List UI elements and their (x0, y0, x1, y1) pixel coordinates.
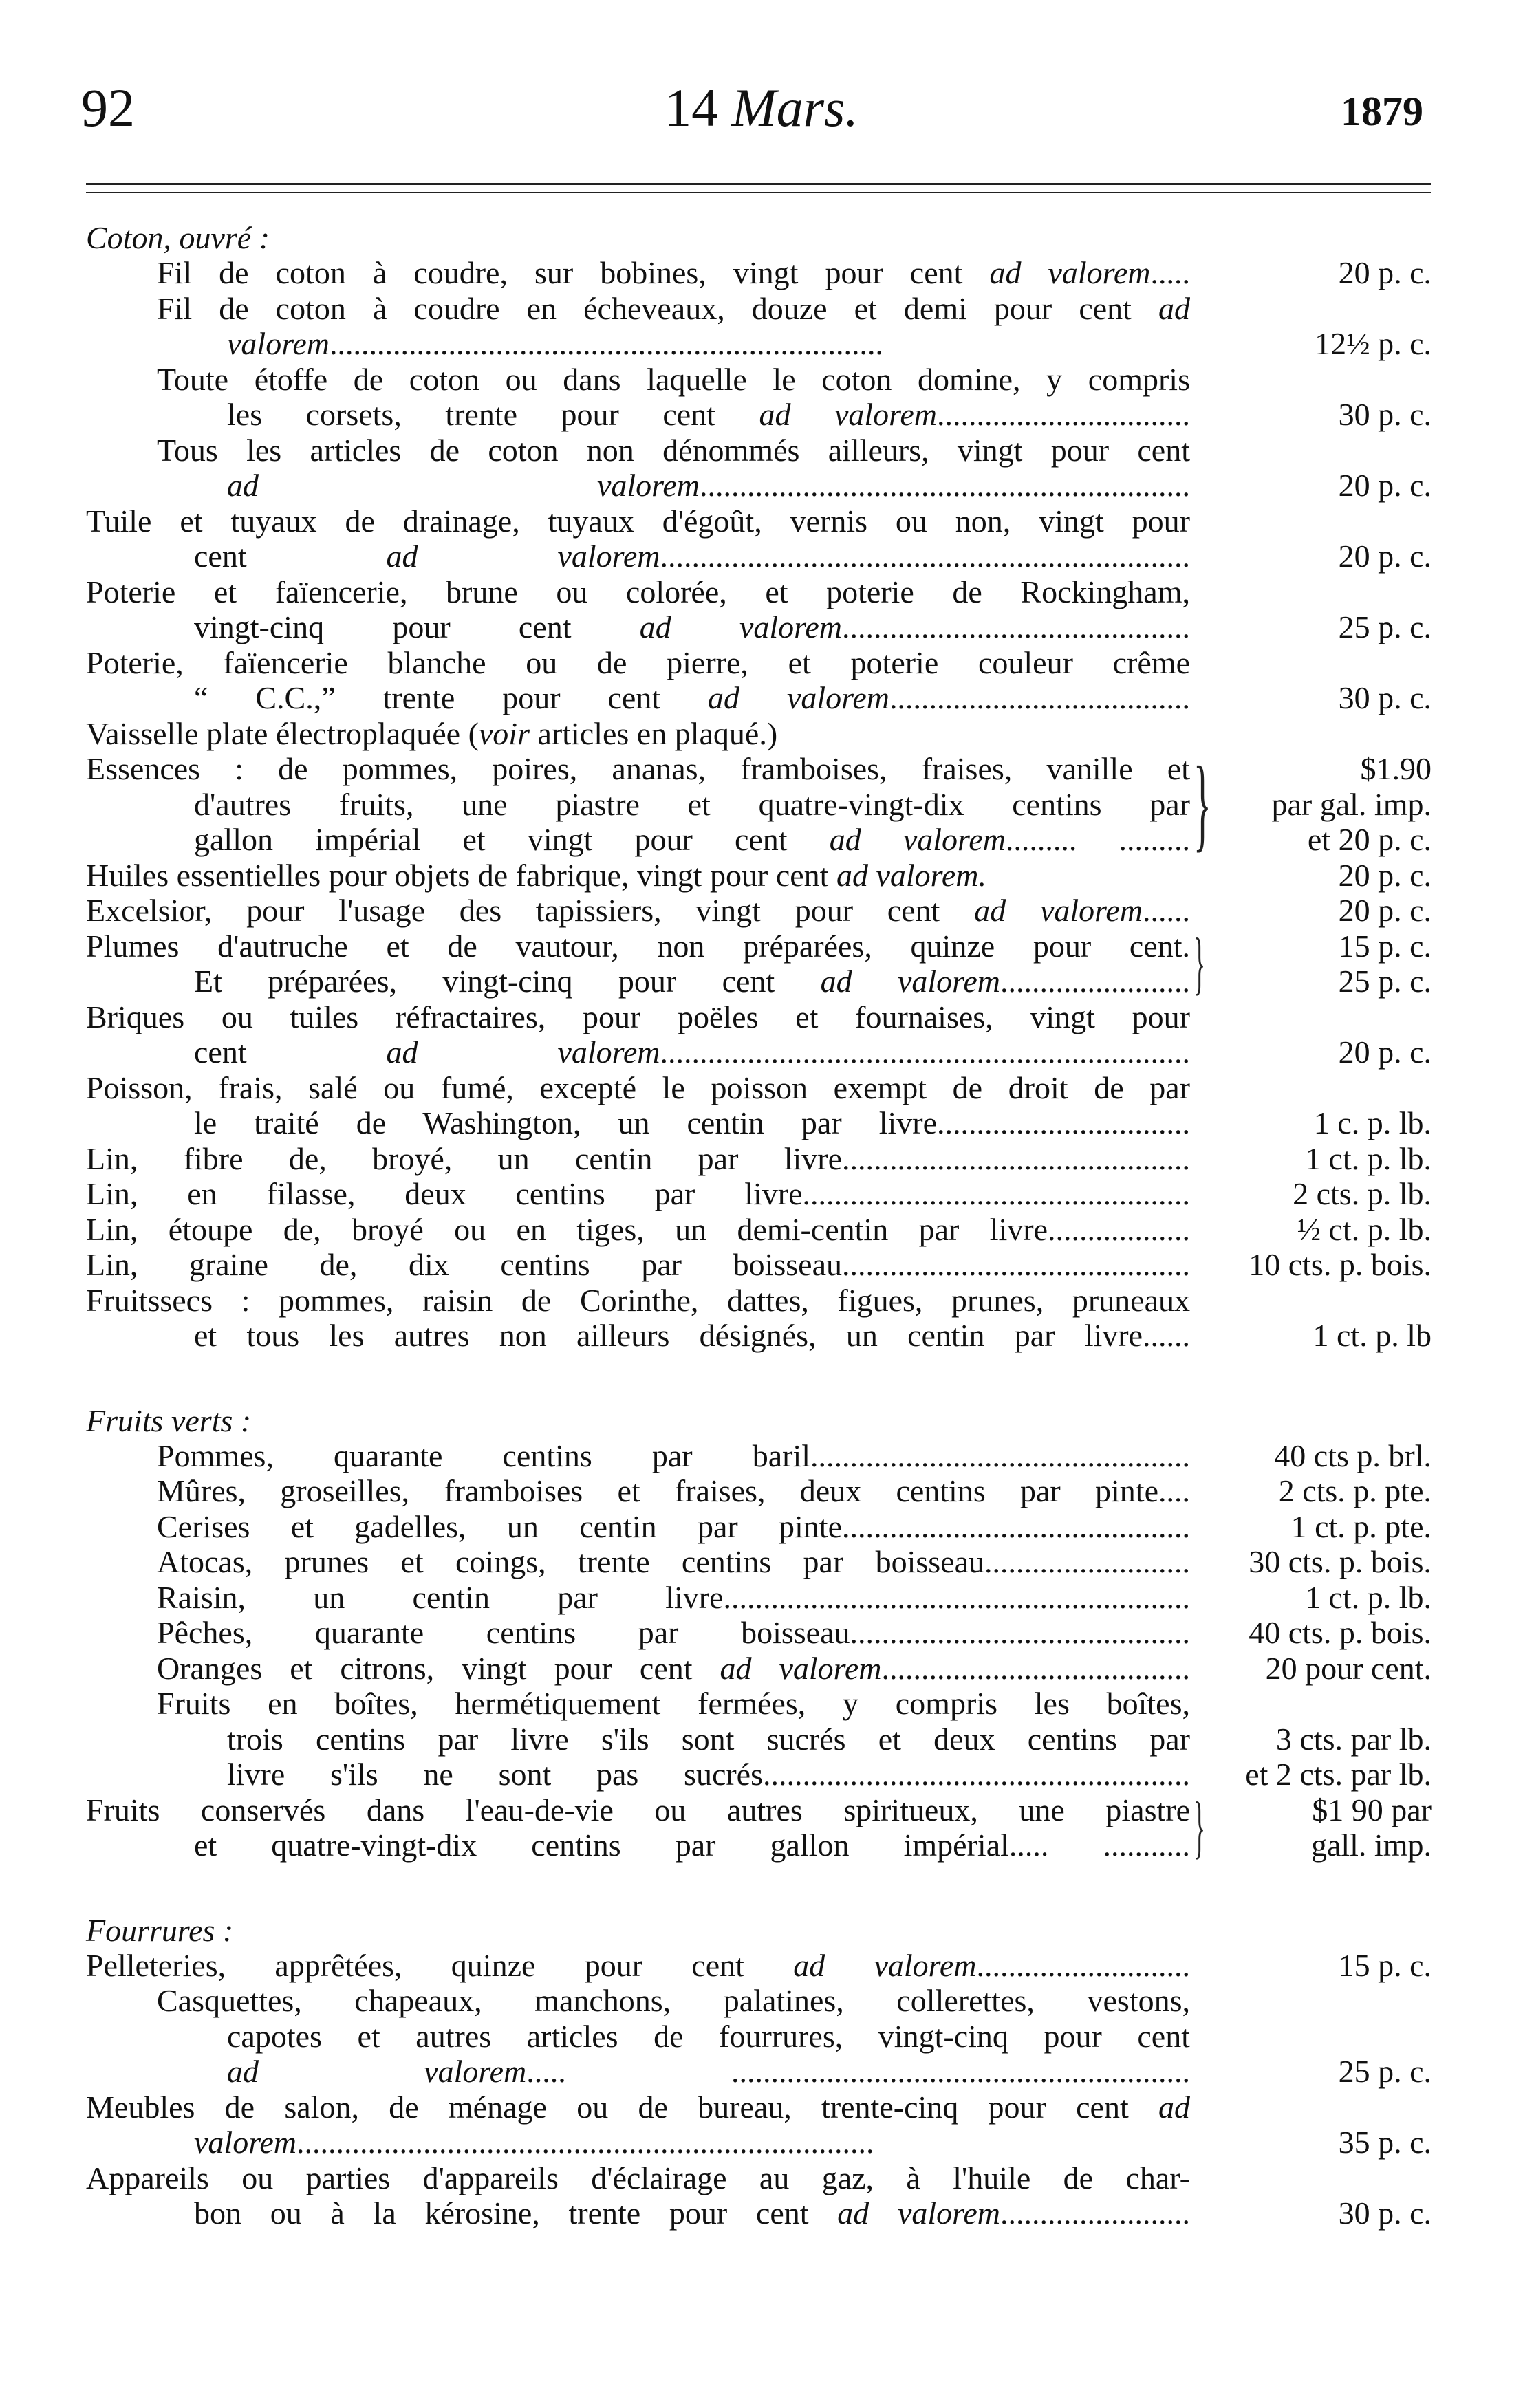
tariff-entry (0, 1070, 1523, 1141)
tariff-entry (0, 1509, 1523, 1545)
entry-text-plain: Pêches, quarante centins par boisseau (157, 1615, 850, 1650)
entry-amount: 2 cts. p. lb. (1293, 1176, 1432, 1211)
entry-line (0, 2125, 1523, 2160)
leader-dots: ........................................... (850, 1615, 1190, 1650)
entry-text (157, 1509, 1190, 1545)
entry-text (86, 1948, 1190, 1984)
entry-amount: 20 p. c. (1338, 857, 1432, 893)
leader-dots: ..... .......................................................... (526, 2054, 1190, 2089)
entry-text (194, 2125, 1190, 2160)
entry-text (157, 1473, 1190, 1509)
entry-text (194, 539, 1190, 574)
entry-amount: ½ ct. p. lb. (1297, 1211, 1432, 1247)
entry-text-plain: Tous les articles de coton non dénommés ailleurs, vingt pour cent (157, 432, 1190, 468)
entry-line (0, 255, 1523, 291)
entry-line (0, 1615, 1523, 1651)
tariff-entry (0, 1686, 1523, 1792)
leader-dots: ................................................ (810, 1438, 1190, 1473)
entry-line (0, 1176, 1523, 1212)
tariff-entry (0, 999, 1523, 1070)
leader-dots: ................................ (937, 1105, 1190, 1140)
entry-text (157, 255, 1190, 291)
section-gap (0, 1354, 1523, 1403)
entry-text-plain: gallon impérial et vingt pour cent (194, 822, 830, 857)
entry-line (0, 1651, 1523, 1686)
entry-amount: 40 cts. p. bois. (1249, 1615, 1432, 1650)
leader-dots: ................................................................... (660, 1034, 1190, 1070)
entry-text-plain: livre s'ils ne sont pas sucrés (227, 1757, 763, 1792)
entry-amount: et 2 cts. par lb. (1245, 1757, 1432, 1792)
leader-dots: ............................................ (842, 1508, 1190, 1544)
entry-text (86, 574, 1190, 610)
entry-text-plain: Fil de coton à coudre en écheveaux, douze et demi pour cent (157, 290, 1158, 326)
entry-amount: 1 ct. p. pte. (1290, 1508, 1432, 1544)
entry-line (0, 2019, 1523, 2054)
entry-text-plain: capotes et autres articles de fourrures, vingt-cinq pour cent (227, 2018, 1190, 2054)
entry-text (86, 2090, 1190, 2125)
entry-amount: $1 90 par (1312, 1792, 1432, 1827)
entry-line (0, 326, 1523, 362)
entry-text (86, 893, 1190, 929)
entry-text-plain: Excelsior, pour l'usage des tapissiers, vingt pour cent (86, 893, 975, 928)
entry-text-plain: articles en plaqué.) (530, 715, 778, 751)
leader-dots: ......... ......... (1005, 822, 1190, 857)
entry-line (0, 2090, 1523, 2125)
entry-text-plain: vingt-cinq pour cent (194, 609, 640, 644)
entry-text-plain: Plumes d'autruche et de vautour, non préparées, quinze pour cent. (86, 928, 1190, 964)
date-month: Mars. (731, 78, 858, 138)
leader-dots: ..... ........... (1008, 1827, 1190, 1863)
entry-line (0, 609, 1523, 645)
entry-line (0, 1792, 1523, 1828)
entry-text (157, 433, 1190, 468)
tariff-entry (0, 1544, 1523, 1580)
brace-mark: } (1193, 746, 1211, 862)
entry-text-italic: voir (478, 715, 530, 751)
entry-line (0, 787, 1523, 823)
entry-amount: 20 p. c. (1338, 255, 1432, 290)
tariff-entry (0, 1948, 1523, 1984)
entry-text-plain: Lin, étoupe de, broyé ou en tiges, un demi-centin par livre (86, 1211, 1048, 1247)
tariff-entry (0, 1473, 1523, 1509)
entry-text (86, 858, 1190, 893)
entry-amount: 1 ct. p. lb. (1305, 1579, 1432, 1615)
entry-text-plain: Fruitssecs : pommes, raisin de Corinthe, dattes, figues, prunes, pruneaux (86, 1282, 1190, 1318)
entry-line (0, 2195, 1523, 2231)
section-title: Fourrures : (86, 1912, 234, 1948)
leader-dots: ....................................... (881, 1650, 1190, 1686)
leader-dots: ...................................................... (763, 1757, 1190, 1792)
tariff-entry (0, 1438, 1523, 1474)
entry-text-plain: Toute étoffe de coton ou dans laquelle le coton domine, y compris (157, 361, 1190, 397)
entry-line (0, 858, 1523, 893)
entry-text (86, 1070, 1190, 1106)
entry-text (157, 1651, 1190, 1686)
entry-text-italic: ad valorem (708, 680, 889, 715)
entry-line (0, 893, 1523, 929)
tariff-entry (0, 645, 1523, 716)
leader-dots: ........................... (976, 1947, 1190, 1983)
entry-text-plain: bon ou à la kérosine, trente pour cent (194, 2195, 838, 2231)
entry-amount: 3 cts. par lb. (1275, 1721, 1432, 1757)
leader-dots: ..... (1150, 255, 1190, 290)
entry-amount: 30 p. c. (1338, 397, 1432, 432)
leader-dots: ...................................... (889, 680, 1190, 715)
entry-text (157, 291, 1190, 327)
leader-dots: ................................................................... (660, 539, 1190, 574)
entry-text (86, 1176, 1190, 1212)
tariff-entry (0, 924, 1523, 1002)
entry-line (0, 2054, 1523, 2090)
entry-line (0, 1034, 1523, 1070)
tariff-entry (0, 291, 1523, 362)
entry-text (157, 362, 1190, 398)
entry-line (0, 716, 1523, 752)
entry-amount: 25 p. c. (1338, 609, 1432, 644)
entry-text (194, 1105, 1190, 1141)
leader-dots: ...... (1143, 893, 1190, 928)
entry-line (0, 1438, 1523, 1474)
brace-mark: } (1193, 924, 1206, 1002)
entry-line (0, 999, 1523, 1035)
entry-text-italic: ad valorem (793, 1947, 977, 1983)
entry-text-plain: Lin, en filasse, deux centins par livre (86, 1176, 803, 1211)
tariff-entry (0, 574, 1523, 645)
entry-line (0, 1983, 1523, 2019)
tariff-entry (0, 893, 1523, 929)
leader-dots: .................. (1048, 1211, 1190, 1247)
entry-text (194, 822, 1190, 858)
entry-line (0, 1509, 1523, 1545)
entry-text (194, 2195, 1190, 2231)
leader-dots: ............................................ (842, 1140, 1190, 1176)
tariff-entry (0, 1983, 1523, 2090)
entry-text-plain: cent (194, 1034, 387, 1070)
entry-text (194, 1827, 1190, 1863)
entry-text-italic: ad valorem (639, 609, 843, 644)
section-title: Coton, ouvré : (86, 220, 270, 255)
entry-amount: 1 ct. p. lb. (1305, 1140, 1432, 1176)
entry-text (86, 716, 1190, 752)
leader-dots: ................................ (937, 397, 1190, 432)
entry-amount: par gal. imp. (1271, 786, 1432, 822)
leader-dots: .......................... (984, 1544, 1190, 1579)
page-number: 92 (81, 78, 135, 138)
entry-line (0, 1283, 1523, 1319)
page-date (0, 78, 1523, 138)
entry-text-plain: Poterie, faïencerie blanche ou de pierre, et poterie couleur crême (86, 644, 1190, 680)
entry-line (0, 1105, 1523, 1141)
date-day: 14 (665, 78, 719, 138)
brace-mark: } (1193, 1788, 1206, 1866)
entry-text (86, 751, 1190, 787)
entry-line (0, 539, 1523, 574)
entry-line (0, 362, 1523, 398)
entry-amount: 40 cts p. brl. (1274, 1438, 1432, 1473)
entry-text-italic: ad valorem (837, 2195, 1001, 2231)
entry-text-plain: “ C.C.,” trente pour cent (194, 680, 709, 715)
entry-text (157, 1615, 1190, 1651)
entry-text (157, 1686, 1190, 1722)
entry-text-italic: ad valorem (386, 539, 660, 574)
leader-dots: ............................................ (842, 1247, 1190, 1282)
entry-text-italic: ad valorem (829, 822, 1006, 857)
entry-amount: 20 p. c. (1338, 539, 1432, 574)
entry-text-plain: les corsets, trente pour cent (227, 397, 759, 432)
entry-line (0, 929, 1523, 964)
tariff-entry (0, 716, 1523, 752)
entry-line (0, 822, 1523, 858)
entry-amount: et 20 p. c. (1307, 822, 1432, 857)
entry-line (0, 1141, 1523, 1177)
entry-amount: 25 p. c. (1338, 964, 1432, 999)
entry-line (0, 645, 1523, 681)
tariff-entry (0, 2160, 1523, 2231)
entry-text (157, 1438, 1190, 1474)
entry-text-plain: Pommes, quarante centins par baril (157, 1438, 810, 1473)
entry-text (157, 1544, 1190, 1580)
entry-text-plain: Lin, graine de, dix centins par boisseau (86, 1247, 842, 1282)
tariff-entry (0, 1651, 1523, 1686)
entry-text-plain: Et préparées, vingt-cinq pour cent (194, 964, 821, 999)
tariff-entry (0, 1283, 1523, 1354)
tariff-entry (0, 1141, 1523, 1177)
entry-text-plain: et tous les autres non ailleurs désignés, un centin par livre (194, 1318, 1143, 1353)
entry-text-plain: d'autres fruits, une piastre et quatre-vingt-dix centins par (194, 786, 1190, 822)
entry-amount: 35 p. c. (1338, 2125, 1432, 2160)
page-year: 1879 (1341, 89, 1423, 134)
entry-text (86, 645, 1190, 681)
entry-amount: 30 p. c. (1338, 2195, 1432, 2231)
entry-text (194, 964, 1190, 999)
entry-line (0, 503, 1523, 539)
entry-line (0, 2160, 1523, 2196)
tariff-entry (0, 858, 1523, 893)
leader-dots: ............................................ (842, 609, 1190, 644)
entry-line (0, 433, 1523, 468)
entry-text (227, 397, 1190, 433)
entry-text-italic: ad valorem (989, 255, 1151, 290)
entry-amount: 15 p. c. (1338, 928, 1432, 964)
tariff-entry (0, 1615, 1523, 1651)
tariff-entry (0, 433, 1523, 503)
entry-line (0, 1948, 1523, 1984)
leader-dots: .... (1158, 1473, 1190, 1508)
entry-text-italic: ad (1158, 290, 1190, 326)
entry-amount: 30 p. c. (1338, 680, 1432, 715)
entry-text (194, 609, 1190, 645)
entry-text-plain: Casquettes, chapeaux, manchons, palatines, collerettes, vestons, (157, 1983, 1190, 2018)
entry-line (0, 574, 1523, 610)
entry-amount: 20 p. c. (1338, 893, 1432, 928)
entry-line (0, 291, 1523, 327)
entry-line (0, 397, 1523, 433)
entry-text-plain: Vaisselle plate électroplaquée ( (86, 715, 479, 751)
entry-text (86, 1141, 1190, 1177)
entry-amount: 1 c. p. lb. (1313, 1105, 1432, 1140)
entry-text-italic: valorem (194, 2125, 297, 2160)
entry-text (86, 1283, 1190, 1319)
entry-text-plain: Pelleteries, apprêtées, quinze pour cent (86, 1947, 794, 1983)
entry-text-plain: Fruits en boîtes, hermétiquement fermées, y compris les boîtes, (157, 1686, 1190, 1721)
section-title: Fruits verts : (86, 1402, 252, 1438)
entry-text (194, 680, 1190, 716)
entry-text (86, 1212, 1190, 1248)
entry-amount: 12½ p. c. (1315, 326, 1432, 361)
entry-text-plain: Poterie et faïencerie, brune ou colorée, et poterie de Rockingham, (86, 574, 1190, 609)
entry-text-plain: le traité de Washington, un centin par livre (194, 1105, 937, 1140)
entry-line (0, 1827, 1523, 1863)
entry-text-italic: ad valorem (227, 468, 700, 503)
entry-line (0, 1722, 1523, 1757)
entry-text-italic: ad valorem (386, 1034, 660, 1070)
entry-line (0, 964, 1523, 999)
entry-text (194, 1318, 1190, 1354)
entry-text (157, 1983, 1190, 2019)
entry-text (86, 1792, 1190, 1828)
tariff-entry (0, 2090, 1523, 2160)
entry-text-plain: Essences : de pommes, poires, ananas, framboises, fraises, vanille et (86, 751, 1190, 786)
entry-text-italic: ad valorem. (836, 857, 986, 893)
entry-line (0, 1473, 1523, 1509)
header-rule (86, 183, 1431, 185)
leader-dots: ................................................. (802, 1176, 1190, 1211)
entry-text-plain: cent (194, 539, 387, 574)
tariff-entry (0, 1247, 1523, 1283)
entry-line (0, 1544, 1523, 1580)
entry-text-plain: Cerises et gadelles, un centin par pinte (157, 1508, 842, 1544)
entry-text-plain: Fil de coton à coudre, sur bobines, vingt pour cent (157, 255, 990, 290)
entry-text-plain: Raisin, un centin par livre (157, 1579, 724, 1615)
section-gap (0, 1863, 1523, 1913)
entry-line (0, 1070, 1523, 1106)
entry-text-plain: Mûres, groseilles, framboises et fraises, deux centins par pinte (157, 1473, 1158, 1508)
entry-amount: 25 p. c. (1338, 2054, 1432, 2089)
entry-amount: 20 pour cent. (1265, 1650, 1432, 1686)
tariff-entry (0, 746, 1523, 862)
entry-text-plain: Oranges et citrons, vingt pour cent (157, 1650, 720, 1686)
tariff-entry (0, 1580, 1523, 1616)
entry-text-plain: Atocas, prunes et coings, trente centins par boisseau (157, 1544, 984, 1579)
entry-text-plain: Appareils ou parties d'appareils d'éclairage au gaz, à l'huile de char- (86, 2160, 1190, 2195)
entry-text (86, 1247, 1190, 1283)
entry-line (0, 751, 1523, 787)
entry-text (194, 1034, 1190, 1070)
entry-text (227, 2054, 1190, 2090)
leader-dots: ........................ (1000, 2195, 1190, 2231)
entry-amount: 2 cts. p. pte. (1278, 1473, 1432, 1508)
leader-dots: ...... (1143, 1318, 1190, 1353)
entry-amount: 1 ct. p. lb (1313, 1318, 1432, 1353)
tariff-entry (0, 503, 1523, 574)
entry-text-plain: Huiles essentielles pour objets de fabrique, vingt pour cent (86, 857, 836, 893)
tariff-entry (0, 362, 1523, 433)
entry-line (0, 1580, 1523, 1616)
entry-text (227, 326, 1190, 362)
entry-text-plain: et quatre-vingt-dix centins par gallon impérial (194, 1827, 1009, 1863)
entry-amount: 20 p. c. (1338, 468, 1432, 503)
entry-text (86, 503, 1190, 539)
entry-text (86, 999, 1190, 1035)
entry-amount: $1.90 (1360, 751, 1432, 786)
entry-text-plain: trois centins par livre s'ils sont sucrés et deux centins par (227, 1721, 1190, 1757)
entry-text-plain: Briques ou tuiles réfractaires, pour poëles et fournaises, vingt pour (86, 999, 1190, 1034)
entry-line (0, 468, 1523, 503)
leader-dots: ........................ (1000, 964, 1190, 999)
tariff-entry (0, 255, 1523, 291)
tariff-entry (0, 1788, 1523, 1866)
entry-text-plain: Poisson, frais, salé ou fumé, excepté le poisson exempt de droit de par (86, 1070, 1190, 1105)
entry-line (0, 1757, 1523, 1792)
entry-text (227, 1722, 1190, 1757)
entry-text-italic: ad valorem (820, 964, 1001, 999)
entry-text-plain: Lin, fibre de, broyé, un centin par livre (86, 1140, 842, 1176)
entry-text (227, 468, 1190, 503)
entry-text-plain: Tuile et tuyaux de drainage, tuyaux d'égoût, vernis ou non, vingt pour (86, 503, 1190, 539)
entry-text (227, 2019, 1190, 2054)
entry-line (0, 1686, 1523, 1722)
entry-amount: 15 p. c. (1338, 1947, 1432, 1983)
entry-text-italic: ad valorem (720, 1650, 882, 1686)
entry-text-plain: Fruits conservés dans l'eau-de-vie ou autres spiritueux, une piastre (86, 1792, 1190, 1827)
entry-amount: 30 cts. p. bois. (1249, 1544, 1432, 1579)
entry-text (157, 1580, 1190, 1616)
entry-text-italic: ad valorem (974, 893, 1143, 928)
entry-text (86, 2160, 1190, 2196)
leader-dots: ...................................................................... (330, 326, 884, 361)
entry-amount: gall. imp. (1310, 1827, 1432, 1863)
entry-line (0, 1318, 1523, 1354)
entry-text-plain: Meubles de salon, de ménage ou de bureau, trente-cinq pour cent (86, 2089, 1158, 2125)
entry-text-italic: ad valorem (759, 397, 937, 432)
entry-text-italic: ad (1158, 2089, 1190, 2125)
entry-line (0, 1247, 1523, 1283)
entry-text-italic: valorem (227, 326, 330, 361)
entry-amount: 20 p. c. (1338, 1034, 1432, 1070)
leader-dots: ......................................................................... (296, 2125, 874, 2160)
entry-amount: 10 cts. p. bois. (1249, 1247, 1432, 1282)
header-rule-thin (86, 192, 1431, 193)
entry-text-italic: ad valorem (227, 2054, 527, 2089)
leader-dots: ........................................................... (723, 1579, 1190, 1615)
leader-dots: .............................................................. (700, 468, 1190, 503)
entry-text (194, 787, 1190, 823)
tariff-entry (0, 1212, 1523, 1248)
entry-text (86, 929, 1190, 964)
tariff-entry (0, 1176, 1523, 1212)
entry-text (227, 1757, 1190, 1792)
entry-line (0, 680, 1523, 716)
tariff-list (0, 220, 1523, 2231)
entry-line (0, 1212, 1523, 1248)
